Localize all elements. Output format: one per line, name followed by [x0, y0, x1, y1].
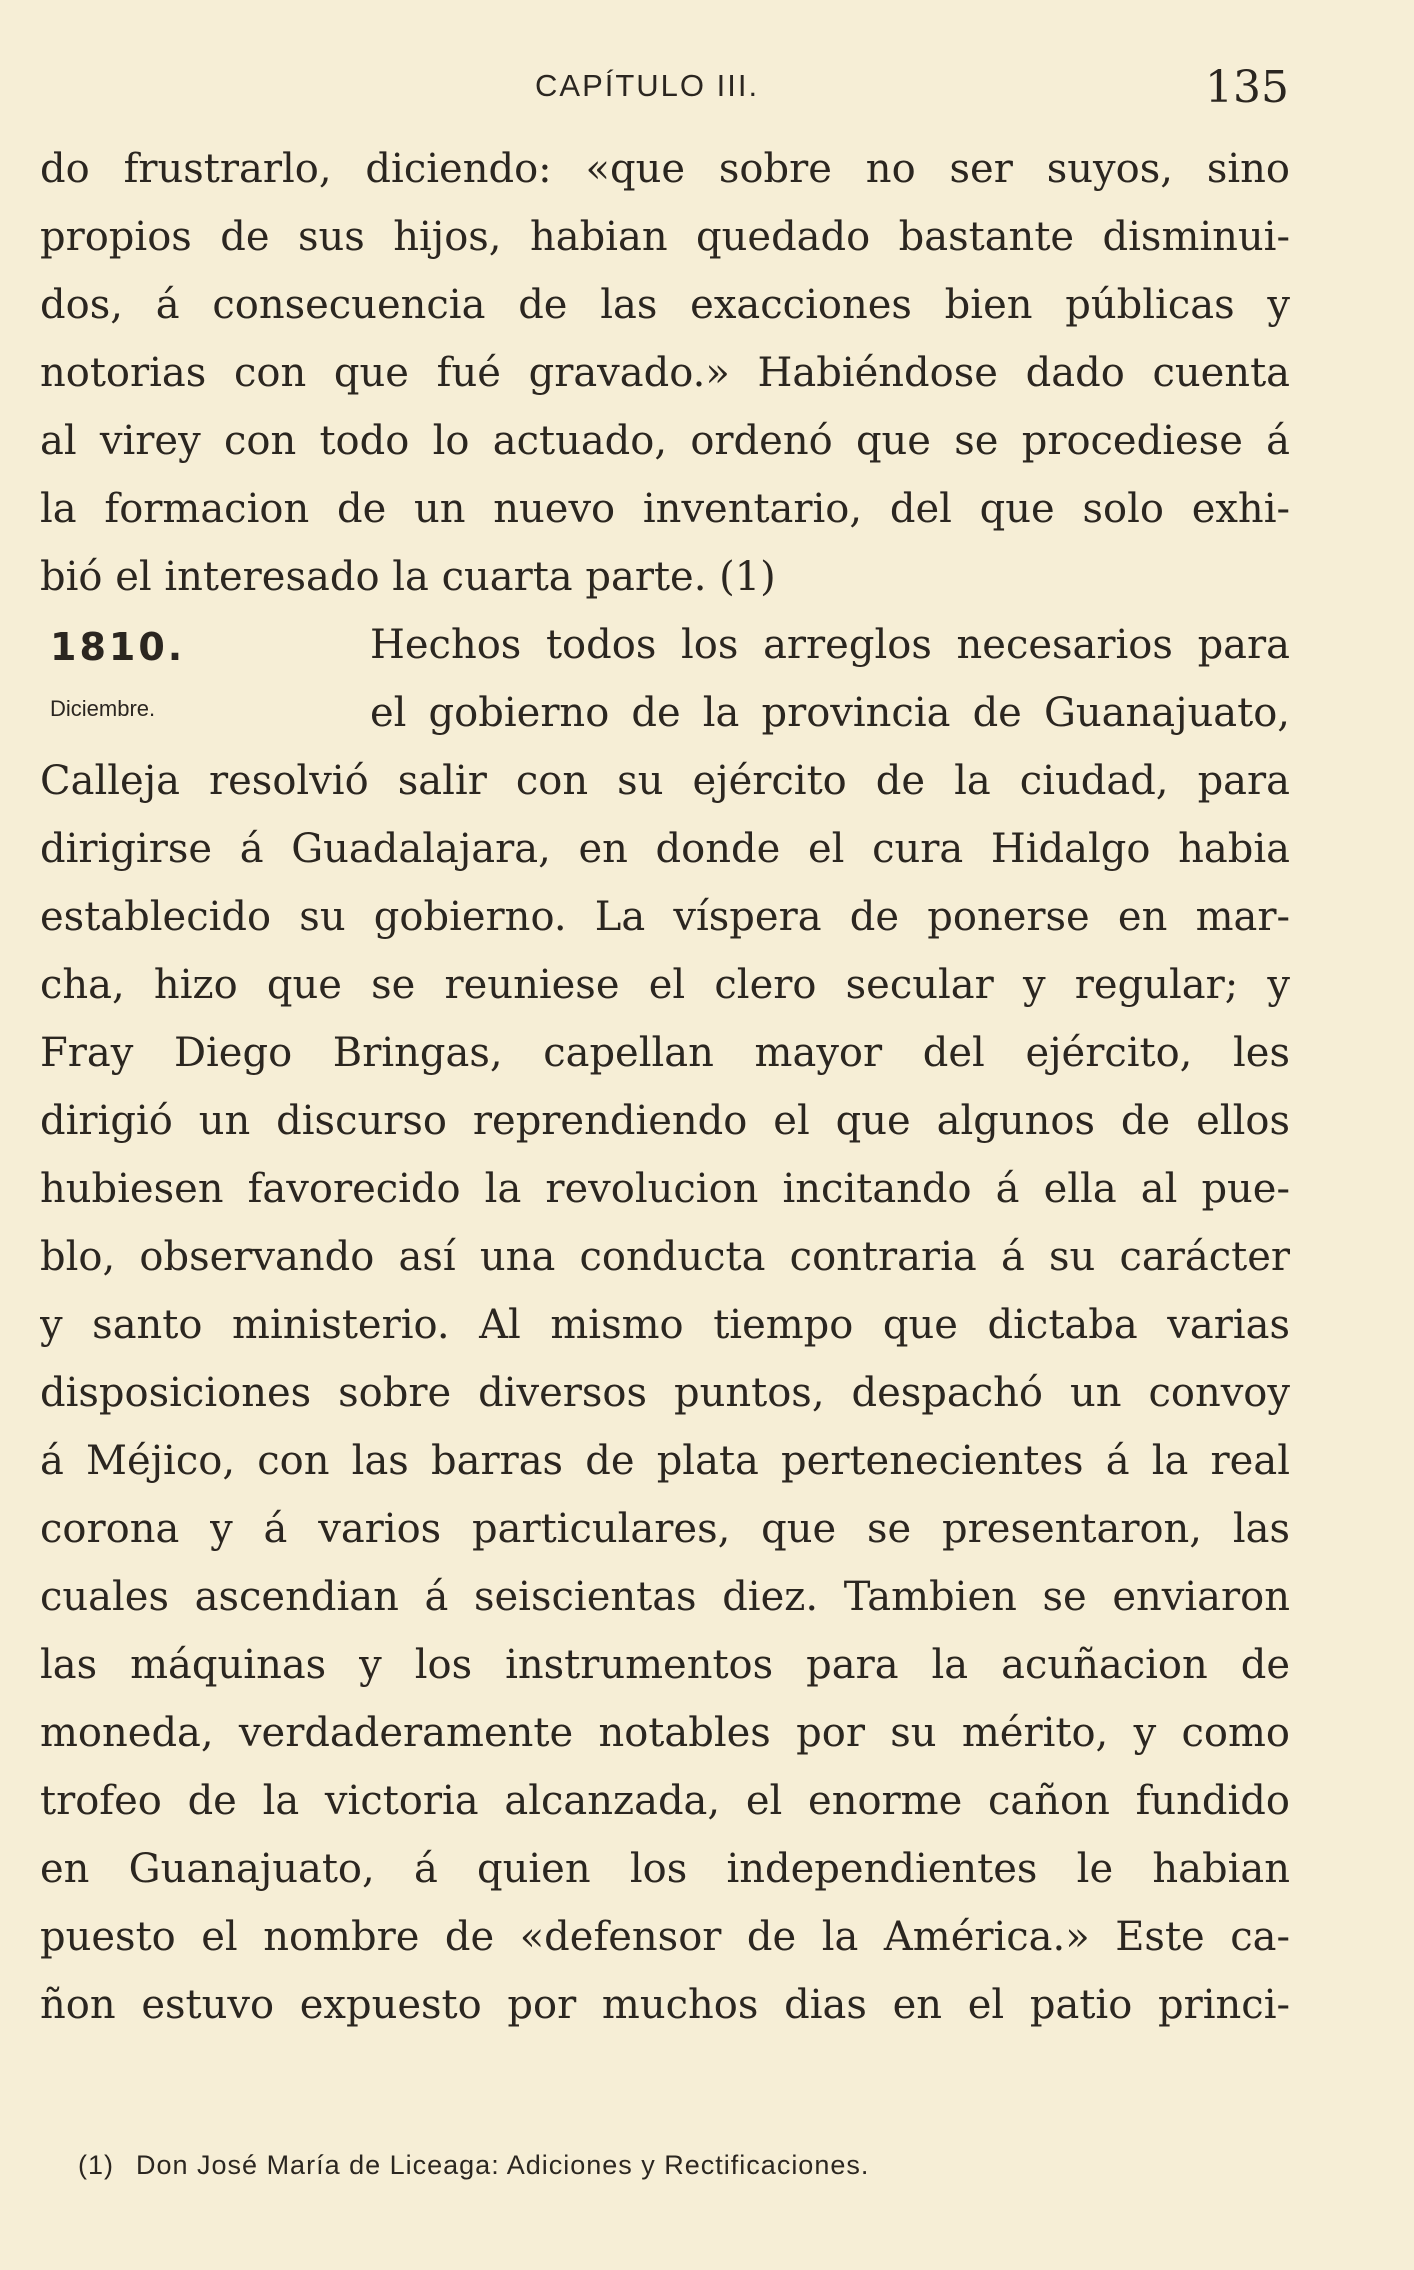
text-line: notorias con que fué gravado.» Habiéndose dado cuenta: [40, 350, 1290, 396]
margin-month: Diciembre.: [50, 696, 156, 721]
text-line: bió el interesado la cuarta parte. (1): [40, 554, 776, 600]
text-line: el gobierno de la provincia de Guanajuato,: [370, 690, 1290, 736]
text-line: ñon estuvo expuesto por muchos dias en el patio princi-: [40, 1982, 1290, 2028]
text-line: Calleja resolvió salir con su ejército de la ciudad, para: [40, 758, 1290, 804]
text-line: Hechos todos los arreglos necesarios para: [370, 622, 1290, 668]
text-line: Fray Diego Bringas, capellan mayor del ejército, les: [40, 1030, 1290, 1076]
footnote: [78, 2150, 869, 2181]
running-head: CAPÍTULO III.: [535, 68, 760, 103]
margin-year: 1810.: [50, 625, 186, 669]
text-line: disposiciones sobre diversos puntos, despachó un convoy: [40, 1370, 1290, 1416]
text-line: do frustrarlo, diciendo: «que sobre no ser suyos, sino: [40, 146, 1290, 192]
text-line: al virey con todo lo actuado, ordenó que se procediese á: [40, 418, 1290, 464]
text-line: en Guanajuato, á quien los independientes le habian: [40, 1846, 1290, 1892]
text-line: á Méjico, con las barras de plata pertenecientes á la real: [40, 1438, 1290, 1484]
text-line: cha, hizo que se reuniese el clero secular y regular; y: [40, 962, 1290, 1008]
text-line: la formacion de un nuevo inventario, del que solo exhi-: [40, 486, 1290, 532]
footnote-marker: (1): [78, 2150, 114, 2180]
text-line: hubiesen favorecido la revolucion incitando á ella al pue-: [40, 1166, 1290, 1212]
page-number: 135: [1205, 62, 1289, 113]
text-line: dirigió un discurso reprendiendo el que algunos de ellos: [40, 1098, 1290, 1144]
text-line: puesto el nombre de «defensor de la América.» Este ca-: [40, 1914, 1290, 1960]
text-line: dos, á consecuencia de las exacciones bien públicas y: [40, 282, 1290, 328]
text-line: establecido su gobierno. La víspera de ponerse en mar-: [40, 894, 1290, 940]
page-header: [0, 62, 1414, 122]
text-line: dirigirse á Guadalajara, en donde el cura Hidalgo habia: [40, 826, 1290, 872]
text-line: y santo ministerio. Al mismo tiempo que dictaba varias: [40, 1302, 1290, 1348]
text-line: moneda, verdaderamente notables por su mérito, y como: [40, 1710, 1290, 1756]
text-line: cuales ascendian á seiscientas diez. Tambien se enviaron: [40, 1574, 1290, 1620]
text-line: trofeo de la victoria alcanzada, el enorme cañon fundido: [40, 1778, 1290, 1824]
text-line: corona y á varios particulares, que se presentaron, las: [40, 1506, 1290, 1552]
footnote-text: Don José María de Liceaga: Adiciones y Rectificaciones.: [136, 2150, 870, 2180]
text-line: propios de sus hijos, habian quedado bastante disminui-: [40, 214, 1290, 260]
text-line: las máquinas y los instrumentos para la acuñacion de: [40, 1642, 1290, 1688]
text-line: blo, observando así una conducta contraria á su carácter: [40, 1234, 1290, 1280]
